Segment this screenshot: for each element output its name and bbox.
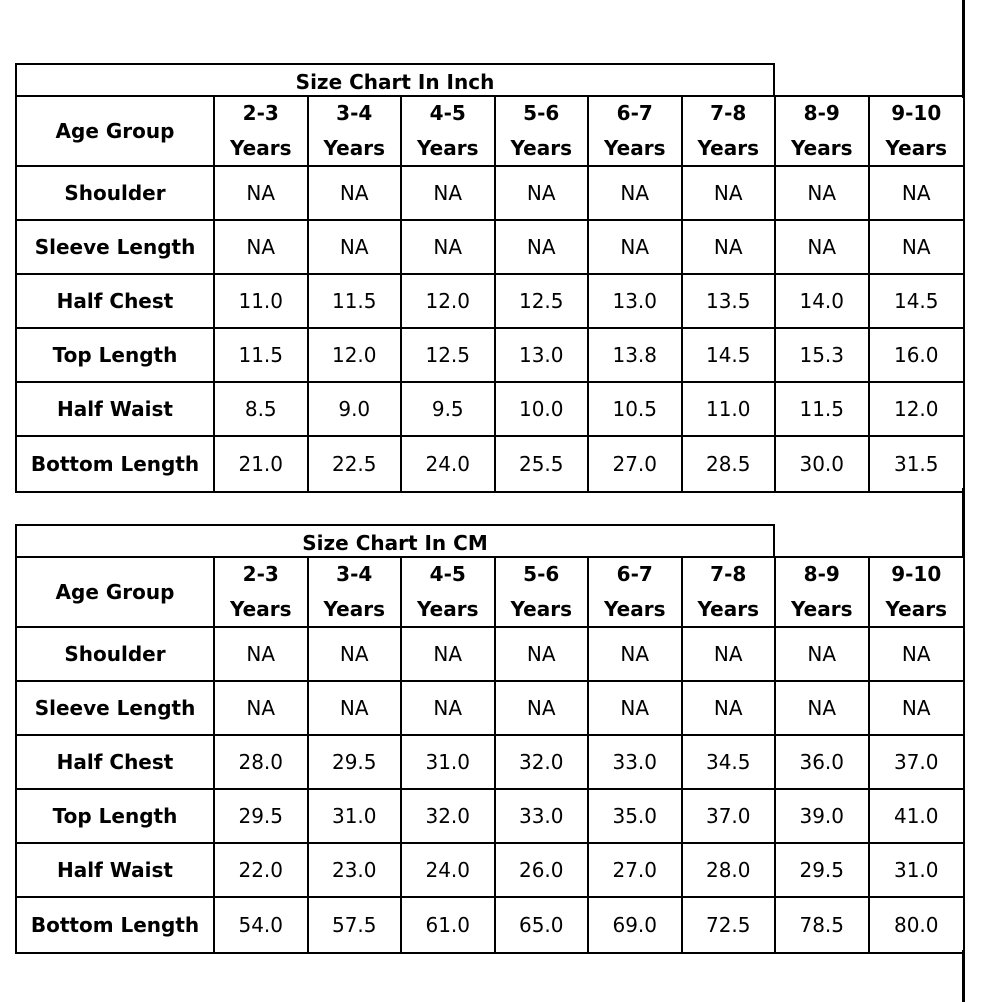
age-group-header bbox=[870, 558, 964, 628]
value-cell: NA bbox=[589, 221, 683, 275]
value-cell: NA bbox=[402, 221, 496, 275]
age-unit: Years bbox=[885, 136, 947, 160]
value-cell: 72.5 bbox=[683, 898, 777, 952]
value-cell: NA bbox=[309, 221, 403, 275]
value-cell: 13.5 bbox=[683, 275, 777, 329]
row-label: Sleeve Length bbox=[17, 682, 215, 736]
value-cell: 27.0 bbox=[589, 844, 683, 898]
value-cell: 80.0 bbox=[893, 913, 939, 937]
age-unit: Years bbox=[230, 136, 292, 160]
age-range: 2-3 bbox=[242, 562, 279, 586]
row-label: Shoulder bbox=[17, 628, 215, 682]
value-cell: NA bbox=[496, 628, 590, 682]
value-cell: 12.0 bbox=[309, 329, 403, 383]
age-group-header bbox=[496, 97, 590, 167]
value-cell: 41.0 bbox=[870, 790, 964, 844]
age-group-header bbox=[870, 97, 964, 167]
value-cell: NA bbox=[683, 167, 777, 221]
value-cell: 21.0 bbox=[215, 437, 309, 491]
value-cell: 12.0 bbox=[870, 383, 964, 437]
value-cell: 10.5 bbox=[589, 383, 683, 437]
value-cell: 12.5 bbox=[496, 275, 590, 329]
value-cell: 22.5 bbox=[309, 437, 403, 491]
edge-line-middle bbox=[962, 488, 965, 558]
value-cell: NA bbox=[870, 221, 964, 275]
age-unit: Years bbox=[323, 136, 385, 160]
row-label: Top Length bbox=[17, 329, 215, 383]
value-cell: 31.0 bbox=[309, 790, 403, 844]
value-cell: 78.5 bbox=[776, 898, 870, 952]
value-cell: 36.0 bbox=[776, 736, 870, 790]
age-range: 2-3 bbox=[242, 101, 279, 125]
value-cell: 32.0 bbox=[496, 736, 590, 790]
value-cell: 39.0 bbox=[776, 790, 870, 844]
value-cell: 37.0 bbox=[683, 790, 777, 844]
age-range: 8-9 bbox=[803, 101, 840, 125]
age-group-header bbox=[496, 558, 590, 628]
value-cell: 12.0 bbox=[402, 275, 496, 329]
age-range: 5-6 bbox=[523, 562, 560, 586]
value-cell: 31.0 bbox=[402, 736, 496, 790]
age-unit: Years bbox=[230, 597, 292, 621]
value-cell: 29.5 bbox=[309, 736, 403, 790]
value-cell: 28.5 bbox=[683, 437, 777, 491]
value-cell: 11.5 bbox=[215, 329, 309, 383]
age-unit: Years bbox=[885, 597, 947, 621]
value-cell: 37.0 bbox=[870, 736, 964, 790]
value-cell: NA bbox=[309, 167, 403, 221]
value-cell: 29.5 bbox=[215, 790, 309, 844]
value-cell: 23.0 bbox=[309, 844, 403, 898]
value-cell: 14.5 bbox=[683, 329, 777, 383]
value-cell: 12.5 bbox=[402, 329, 496, 383]
value-cell: 22.0 bbox=[215, 844, 309, 898]
value-cell: NA bbox=[496, 682, 590, 736]
value-cell: 69.0 bbox=[589, 898, 683, 952]
value-cell: NA bbox=[309, 628, 403, 682]
value-cell: 15.3 bbox=[776, 329, 870, 383]
value-cell: NA bbox=[870, 628, 964, 682]
age-range: 7-8 bbox=[710, 101, 747, 125]
value-cell: NA bbox=[683, 682, 777, 736]
value-cell: NA bbox=[683, 628, 777, 682]
age-range: 3-4 bbox=[336, 562, 373, 586]
row-label: Shoulder bbox=[17, 167, 215, 221]
value-cell: NA bbox=[402, 682, 496, 736]
value-cell: NA bbox=[496, 221, 590, 275]
value-cell: 54.0 bbox=[215, 898, 309, 952]
value-cell: NA bbox=[776, 167, 870, 221]
age-unit: Years bbox=[417, 597, 479, 621]
value-cell: 57.5 bbox=[309, 898, 403, 952]
age-range: 6-7 bbox=[616, 101, 653, 125]
row-label: Sleeve Length bbox=[17, 221, 215, 275]
value-cell: NA bbox=[215, 682, 309, 736]
table-grid bbox=[15, 95, 965, 493]
age-group-header bbox=[589, 97, 683, 167]
age-unit: Years bbox=[697, 597, 759, 621]
value-cell: NA bbox=[683, 221, 777, 275]
table-title: Size Chart In Inch bbox=[15, 63, 775, 97]
value-cell: 26.0 bbox=[496, 844, 590, 898]
value-cell: NA bbox=[496, 167, 590, 221]
value-cell: NA bbox=[309, 682, 403, 736]
age-unit: Years bbox=[604, 597, 666, 621]
age-group-header bbox=[309, 97, 403, 167]
age-unit: Years bbox=[604, 136, 666, 160]
value-cell: 13.8 bbox=[589, 329, 683, 383]
value-cell: 29.5 bbox=[776, 844, 870, 898]
age-range: 7-8 bbox=[710, 562, 747, 586]
value-cell: NA bbox=[215, 221, 309, 275]
value-cell: NA bbox=[215, 167, 309, 221]
age-group-header bbox=[589, 558, 683, 628]
value-cell: 8.5 bbox=[215, 383, 309, 437]
age-group-header bbox=[215, 97, 309, 167]
row-label: Bottom Length bbox=[17, 898, 215, 952]
row-label: Bottom Length bbox=[17, 437, 215, 491]
value-cell: NA bbox=[776, 682, 870, 736]
value-cell: 27.0 bbox=[589, 437, 683, 491]
age-group-header bbox=[309, 558, 403, 628]
age-unit: Years bbox=[791, 136, 853, 160]
age-unit: Years bbox=[697, 136, 759, 160]
age-group-header bbox=[402, 97, 496, 167]
value-cell: 28.0 bbox=[683, 844, 777, 898]
value-cell: NA bbox=[870, 167, 964, 221]
value-cell: 9.5 bbox=[402, 383, 496, 437]
age-group-header bbox=[683, 558, 777, 628]
age-unit: Years bbox=[417, 136, 479, 160]
value-cell: 24.0 bbox=[402, 437, 496, 491]
value-cell: 11.0 bbox=[215, 275, 309, 329]
value-cell: 11.5 bbox=[776, 383, 870, 437]
value-cell: 9.0 bbox=[309, 383, 403, 437]
value-cell: 31.0 bbox=[870, 844, 964, 898]
age-range: 4-5 bbox=[429, 101, 466, 125]
row-label: Half Waist bbox=[17, 383, 215, 437]
value-cell: 30.0 bbox=[776, 437, 870, 491]
age-unit: Years bbox=[510, 136, 572, 160]
value-cell: NA bbox=[589, 628, 683, 682]
edge-line-top bbox=[962, 0, 965, 98]
age-range: 8-9 bbox=[803, 562, 840, 586]
value-cell: 33.0 bbox=[496, 790, 590, 844]
table-grid bbox=[15, 556, 965, 954]
age-range: 6-7 bbox=[616, 562, 653, 586]
value-cell: 14.0 bbox=[776, 275, 870, 329]
value-cell: 11.5 bbox=[309, 275, 403, 329]
row-label: Half Chest bbox=[17, 736, 215, 790]
value-cell: NA bbox=[402, 628, 496, 682]
value-cell: 32.0 bbox=[402, 790, 496, 844]
value-cell: 10.0 bbox=[496, 383, 590, 437]
age-range: 9-10 bbox=[891, 562, 942, 586]
age-range: 5-6 bbox=[523, 101, 560, 125]
row-label: Half Waist bbox=[17, 844, 215, 898]
value-cell: NA bbox=[215, 628, 309, 682]
header-label: Age Group bbox=[17, 558, 215, 628]
age-unit: Years bbox=[323, 597, 385, 621]
value-cell: 61.0 bbox=[402, 898, 496, 952]
value-cell: 35.0 bbox=[589, 790, 683, 844]
age-group-header bbox=[776, 97, 870, 167]
value-cell: 11.0 bbox=[683, 383, 777, 437]
age-range: 9-10 bbox=[891, 101, 942, 125]
value-cell: 25.5 bbox=[496, 437, 590, 491]
value-cell: NA bbox=[589, 682, 683, 736]
value-cell: NA bbox=[776, 221, 870, 275]
value-cell: 65.0 bbox=[496, 898, 590, 952]
row-label: Top Length bbox=[17, 790, 215, 844]
value-cell: 14.5 bbox=[870, 275, 964, 329]
value-cell: NA bbox=[402, 167, 496, 221]
value-cell: 34.5 bbox=[683, 736, 777, 790]
age-unit: Years bbox=[510, 597, 572, 621]
value-cell: NA bbox=[776, 628, 870, 682]
value-cell: NA bbox=[589, 167, 683, 221]
edge-line-bottom bbox=[962, 950, 965, 1002]
row-label: Half Chest bbox=[17, 275, 215, 329]
value-cell: NA bbox=[870, 682, 964, 736]
value-cell: 28.0 bbox=[215, 736, 309, 790]
age-range: 4-5 bbox=[429, 562, 466, 586]
value-cell: 33.0 bbox=[589, 736, 683, 790]
value-cell: 24.0 bbox=[402, 844, 496, 898]
age-unit: Years bbox=[791, 597, 853, 621]
age-group-header bbox=[402, 558, 496, 628]
table-title: Size Chart In CM bbox=[15, 524, 775, 558]
age-range: 3-4 bbox=[336, 101, 373, 125]
header-label: Age Group bbox=[17, 97, 215, 167]
value-cell: 13.0 bbox=[589, 275, 683, 329]
age-group-header bbox=[776, 558, 870, 628]
value-cell: 31.5 bbox=[893, 452, 939, 476]
value-cell: 16.0 bbox=[870, 329, 964, 383]
value-cell: 13.0 bbox=[496, 329, 590, 383]
age-group-header bbox=[215, 558, 309, 628]
age-group-header bbox=[683, 97, 777, 167]
